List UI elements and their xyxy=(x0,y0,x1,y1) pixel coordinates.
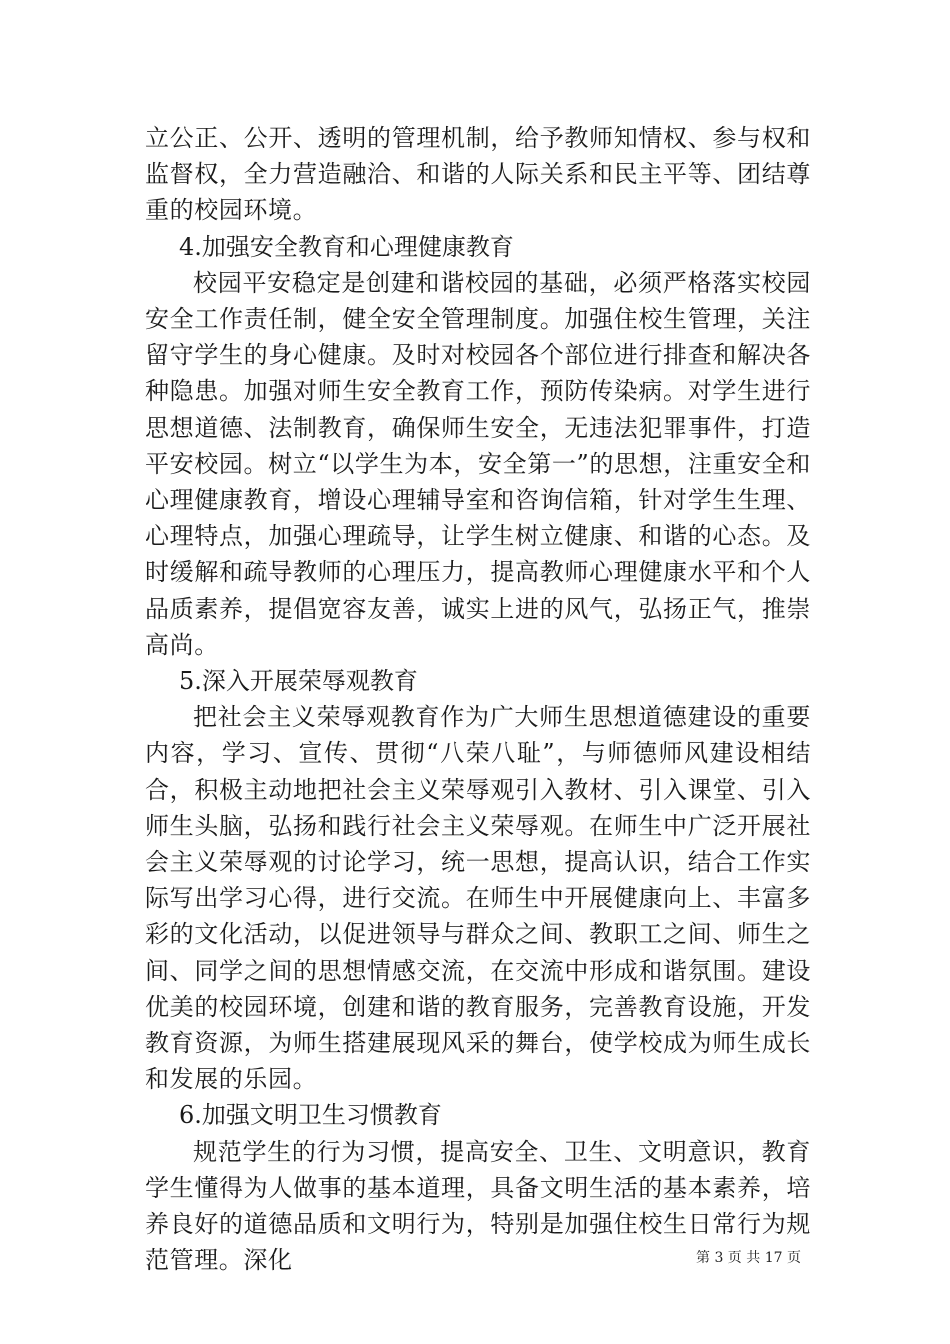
page-number-footer: 第 3 页 共 17 页 xyxy=(696,1250,801,1266)
paragraph-intro: 立公正、公开、透明的管理机制，给予教师知情权、参与权和监督权，全力营造融洽、和谐的人际关系和民主平等、团结尊重的校园环境。 xyxy=(145,124,811,225)
paragraph-hygiene: 规范学生的行为习惯，提高安全、卫生、文明意识，教育学生懂得为人做事的基本道理，具备文明生活的基本素养，培养良好的道德品质和文明行为，特别是加强住校生日常行为规范管理。深化 xyxy=(145,1137,811,1275)
paragraph-safety: 校园平安稳定是创建和谐校园的基础，必须严格落实校园安全工作责任制，健全安全管理制度。加强住校生管理，关注留守学生的身心健康。及时对校园各个部位进行排查和解决各种隐患。加强对师生安全教育工作，预防传染病。对学生进行思想道德、法制教育，确保师生安全，无违法犯罪事件，打造平安校园。树立“以学生为本，安全第一”的思想，注重安全和心理健康教育，增设心理辅导室和咨询信箱，针对学生生理、心理特点，加强心理疏导，让学生树立健康、和谐的心态。及时缓解和疏导教师的心理压力，提高教师心理健康水平和个人品质素养，提倡宽容友善，诚实上进的风气，弘扬正气，推崇高尚。 xyxy=(145,268,811,659)
document-body xyxy=(145,120,811,1279)
section-heading-4: 4.加强安全教育和心理健康教育 xyxy=(179,232,514,261)
section-heading-6: 6.加强文明卫生习惯教育 xyxy=(179,1101,442,1130)
section-heading-5: 5.深入开展荣辱观教育 xyxy=(179,667,418,696)
paragraph-honor: 把社会主义荣辱观教育作为广大师生思想道德建设的重要内容，学习、宣传、贯彻“八荣八耻”，与师德师风建设相结合，积极主动地把社会主义荣辱观引入教材、引入课堂、引入师生头脑，弘扬和践行社会主义荣辱观。在师生中广泛开展社会主义荣辱观的讨论学习，统一思想，提高认识，结合工作实际写出学习心得，进行交流。在师生中开展健康向上、丰富多彩的文化活动，以促进领导与群众之间、教职工之间、师生之间、同学之间的思想情感交流，在交流中形成和谐氛围。建设优美的校园环境，创建和谐的教育服务，完善教育设施，开发教育资源，为师生搭建展现风采的舞台，使学校成为师生成长和发展的乐园。 xyxy=(145,703,811,1094)
